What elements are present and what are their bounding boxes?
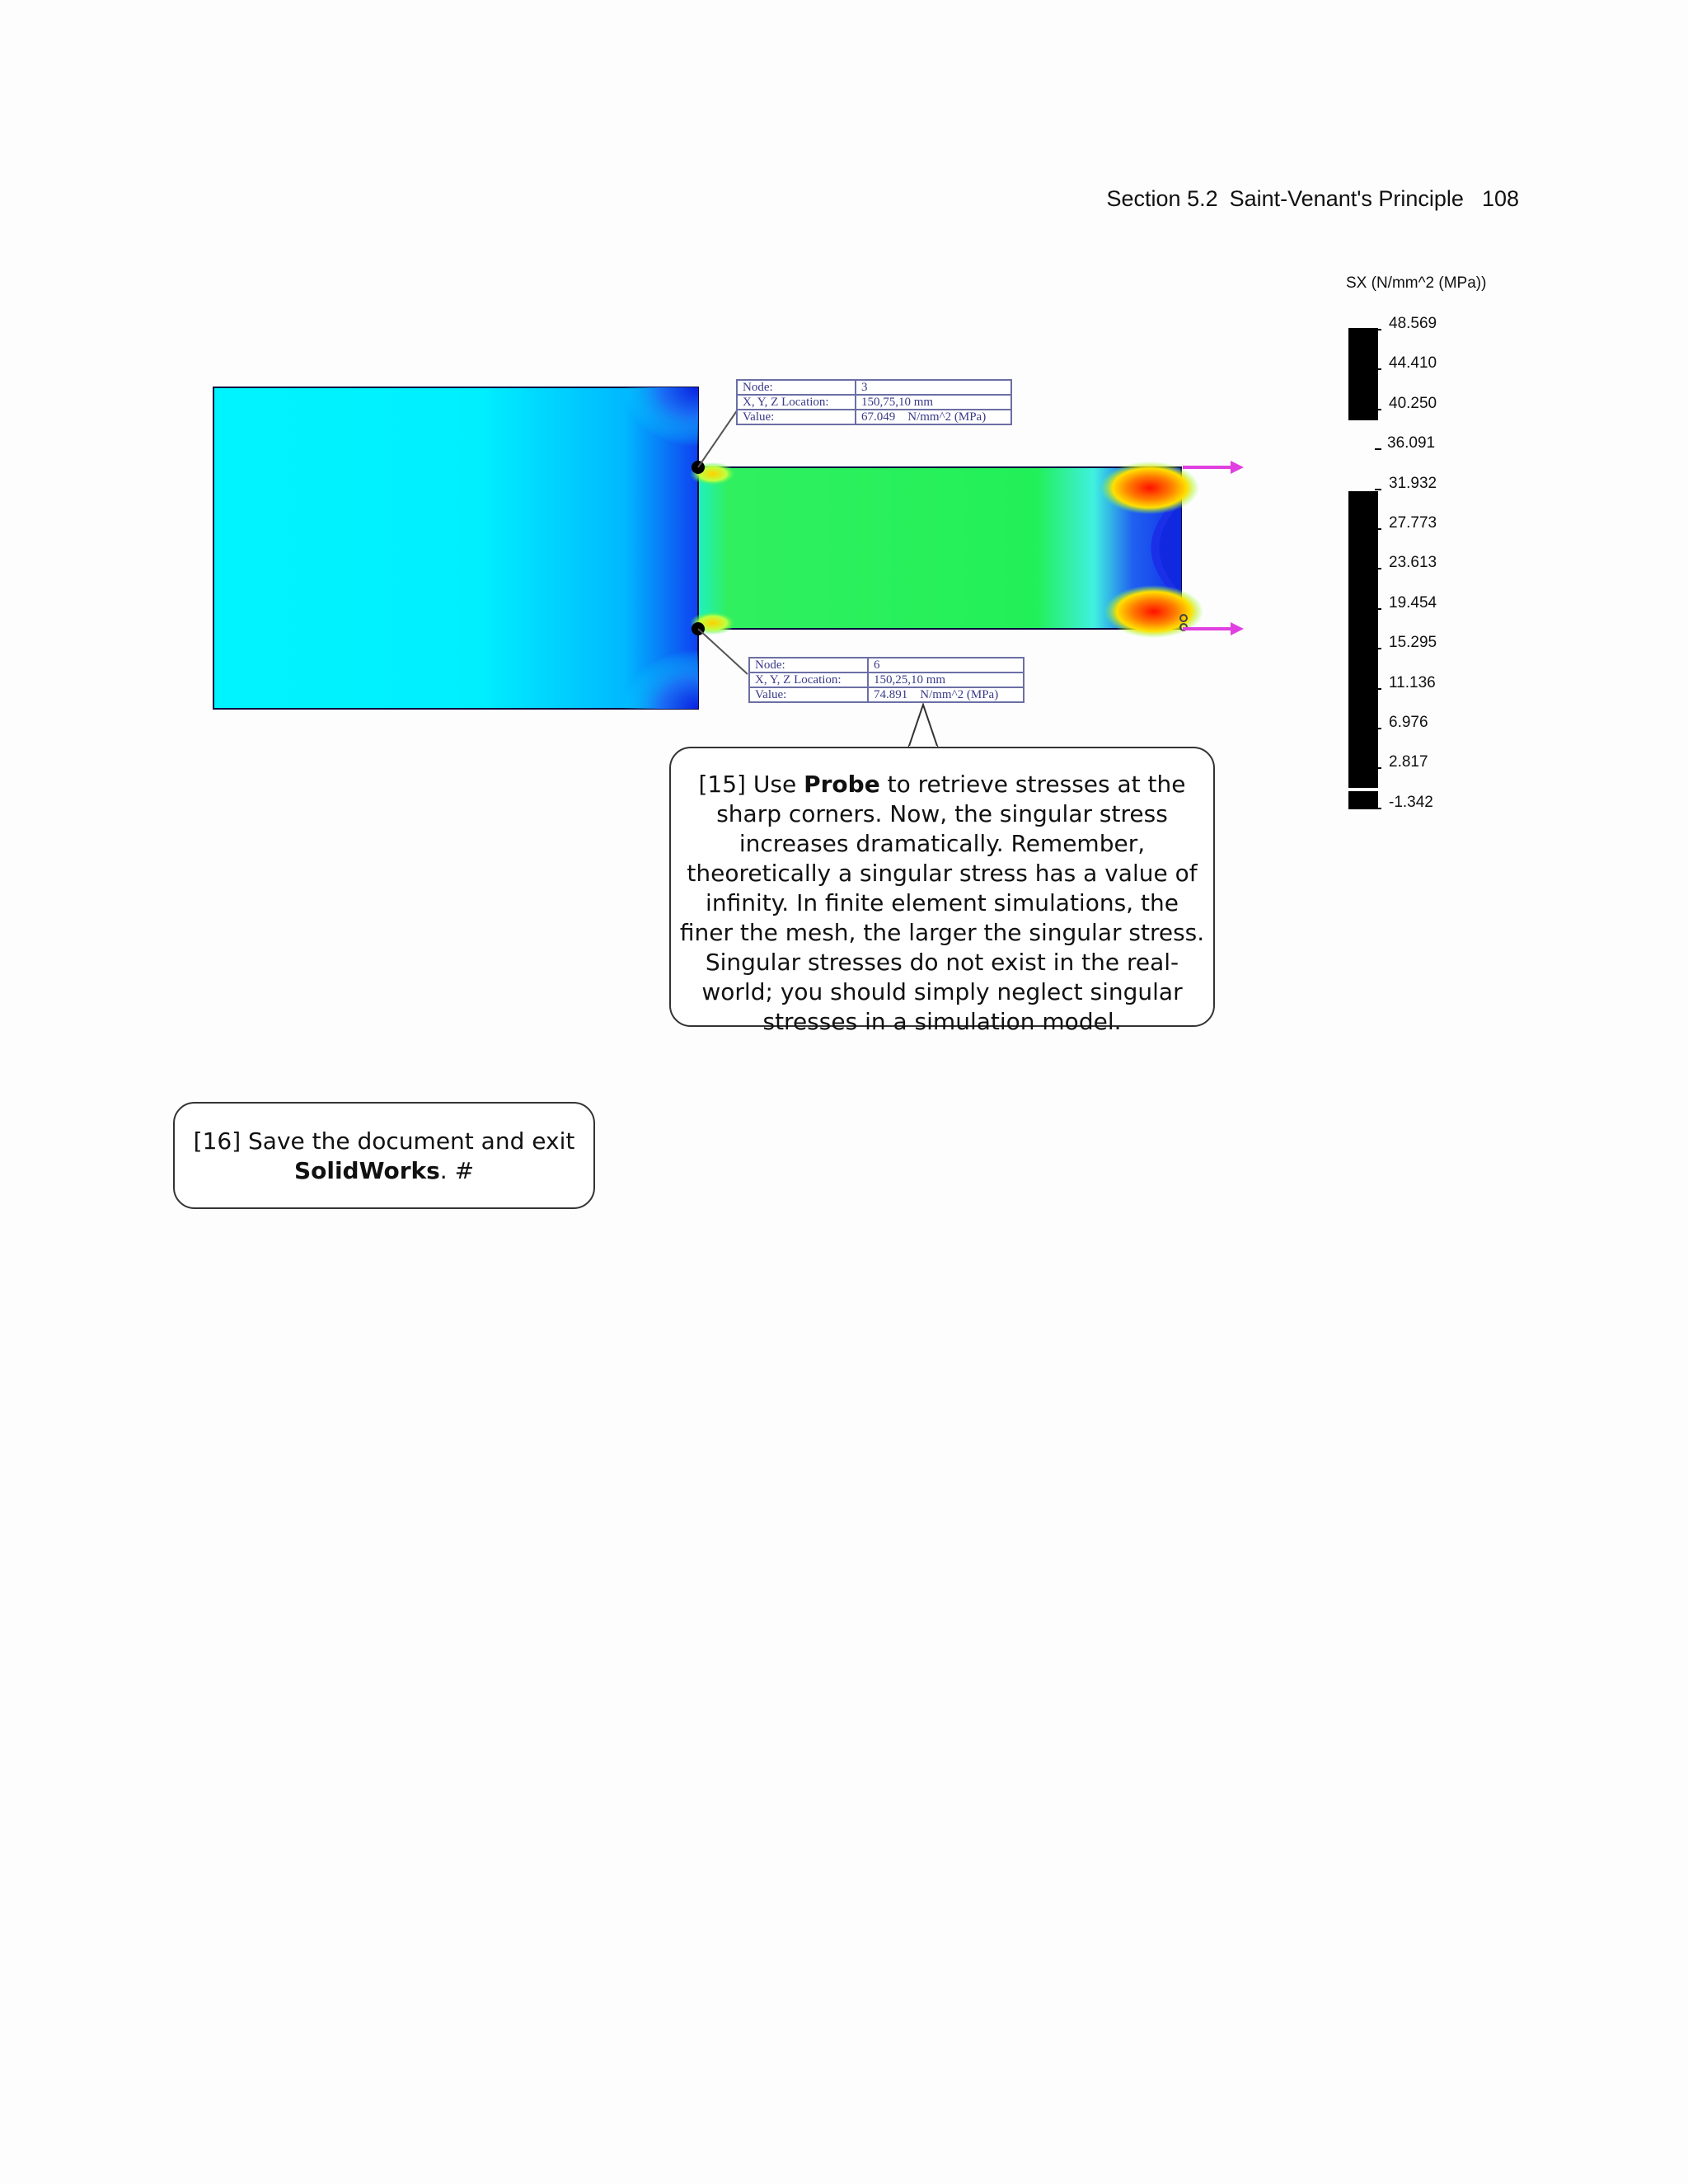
legend-label: 27.773 [1389, 514, 1437, 532]
legend-label: 2.817 [1389, 753, 1428, 771]
load-arrow-top [1183, 461, 1244, 474]
legend-label: 19.454 [1389, 593, 1437, 612]
value-label: Value: [737, 410, 856, 424]
legend-label: 23.613 [1389, 554, 1437, 572]
legend-tick [1375, 368, 1381, 370]
stress-unit: N/mm^2 (MPa) [907, 410, 987, 424]
value-label: Value: [749, 687, 868, 702]
node-label: Node: [749, 658, 868, 673]
legend-label: 48.569 [1389, 315, 1437, 332]
legend-tick [1375, 409, 1381, 410]
legend-tick [1375, 489, 1381, 490]
callout-step-15 [669, 747, 1215, 1035]
value-cell [856, 410, 1011, 424]
legend-tick [1375, 767, 1381, 769]
location-label: X, Y, Z Location: [737, 395, 856, 410]
legend-tick [1375, 329, 1381, 330]
callout-probe-keyword: Probe [804, 771, 880, 798]
legend-bar-upper [1348, 328, 1378, 420]
legend-tick [1375, 608, 1381, 610]
legend-label: 44.410 [1389, 354, 1437, 373]
callout-solidworks-keyword: SolidWorks [293, 1157, 440, 1184]
legend-bar-bottom [1348, 791, 1378, 809]
callout-step-label: [15] Use [698, 771, 797, 798]
callout-step-16 [173, 1102, 595, 1209]
section-label: Section 5.2 [1106, 186, 1218, 211]
node-value: 6 [868, 658, 1024, 673]
legend-label: -1.342 [1389, 793, 1433, 811]
stress-value: 67.049 [861, 410, 896, 424]
legend-tick [1375, 648, 1381, 649]
stress-unit: N/mm^2 (MPa) [920, 688, 999, 701]
legend-label: 6.976 [1389, 714, 1428, 731]
page-number: 108 [1481, 186, 1519, 211]
page-header [1095, 186, 1519, 212]
legend-tick [1375, 568, 1381, 569]
value-cell [868, 687, 1024, 702]
stress-value: 74.891 [874, 688, 908, 701]
location-label: X, Y, Z Location: [749, 673, 868, 687]
section-title: Saint-Venant's Principle [1229, 186, 1464, 211]
legend-label: 40.250 [1389, 394, 1437, 412]
legend-label: 36.091 [1387, 434, 1436, 452]
probe-result-table-bottom [748, 657, 1025, 703]
legend-tick [1375, 728, 1381, 729]
callout-pointer [907, 703, 940, 749]
legend-title: SX (N/mm^2 (MPa)) [1346, 274, 1487, 292]
callout-suffix: . # [439, 1157, 475, 1184]
location-value: 150,75,10 mm [856, 395, 1011, 410]
callout-step-text: [16] Save the document and exit [193, 1127, 575, 1155]
location-value: 150,25,10 mm [868, 673, 1024, 687]
legend-tick [1375, 808, 1381, 809]
legend-bar-lower [1348, 491, 1378, 788]
legend-tick [1375, 688, 1381, 690]
probe-result-table-top [736, 379, 1012, 425]
callout-body-text: to retrieve stresses at the sharp corners. Now, the singular stress increases dramatically. Remember, theoretically a singular stress has a value of infinity. In finite element simulations, the finer the mesh, the larger the singular stress. Singular stresses do not exist in the real-world; you should simply neglect singular stresses in a simulation model. [679, 771, 1205, 1035]
node-label: Node: [737, 380, 856, 395]
legend-tick [1375, 448, 1381, 450]
legend-label: 11.136 [1389, 673, 1436, 691]
legend-tick [1375, 528, 1381, 530]
stress-plot [210, 379, 1249, 717]
legend-label: 31.932 [1389, 474, 1437, 492]
node-value: 3 [856, 380, 1011, 395]
legend-label: 15.295 [1389, 634, 1437, 652]
